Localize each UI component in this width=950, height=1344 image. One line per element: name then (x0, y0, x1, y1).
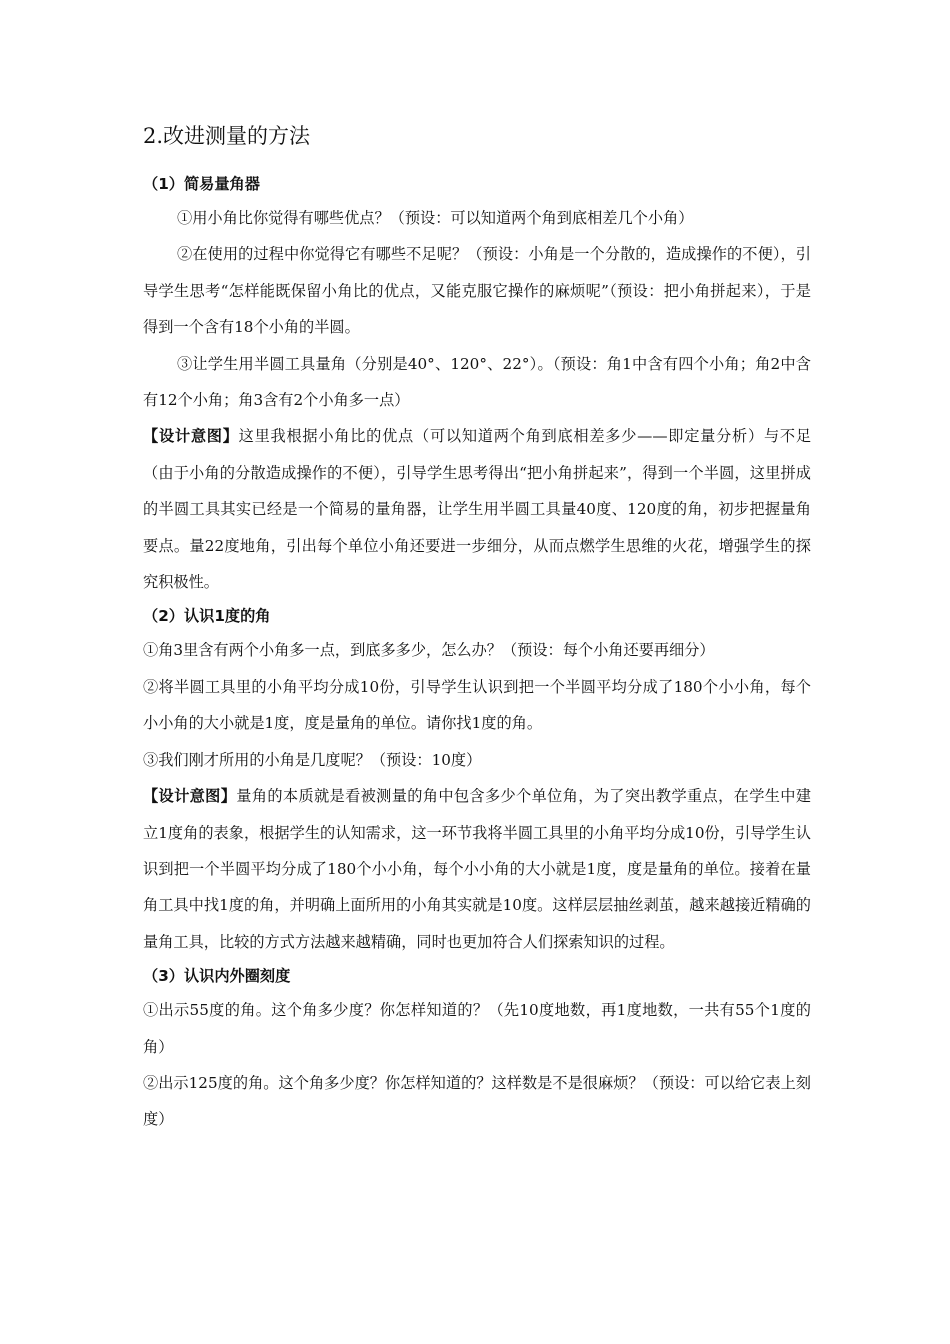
page-title: 2.改进测量的方法 (143, 124, 311, 148)
list-item: ①角3里含有两个小角多一点，到底多多少，怎么办？（预设：每个小角还要再细分） (143, 641, 715, 660)
list-item: ②出示125度的角。这个角多少度？你怎样知道的？这样数是不是很麻烦？（预设：可以给它表上刻度） (143, 1073, 811, 1129)
design-intent-paragraph (143, 778, 811, 960)
design-intent-paragraph (143, 418, 811, 600)
design-intent-label: 【设计意图】 (143, 787, 237, 806)
list-item: ③我们刚才所用的小角是几度呢？（预设：10度） (143, 750, 482, 769)
design-intent-text: 这里我根据小角比的优点（可以知道两个角到底相差多少——即定量分析）与不足（由于小角的分散造成操作的不便），引导学生思考得出“把小角拼起来”，得到一个半圆，这里拼成的半圆工具其实已经是一个简易的量角器，让学生用半圆工具量40度、120度的角，初步把握量角要点。量22度地角，引出每个单位小角还要进一步细分，从而点燃学生思维的火花，增强学生的探究积极性。 (143, 427, 812, 592)
list-item: ①用小角比你觉得有哪些优点？（预设：可以知道两个角到底相差几个小角） (177, 209, 694, 227)
section-heading-one-degree: （2）认识1度的角 (143, 607, 271, 626)
section-heading-simple-protractor: （1）简易量角器 (143, 175, 260, 193)
document-body (143, 168, 811, 1138)
list-item: ②在使用的过程中你觉得它有哪些不足呢？（预设：小角是一个分散的，造成操作的不便），引导学生思考“怎样能既保留小角比的优点，又能克服它操作的麻烦呢”（预设：把小角拼起来），于是得到一个含有18个小角的半圆。 (143, 245, 811, 337)
design-intent-text: 量角的本质就是看被测量的角中包含多少个单位角，为了突出教学重点，在学生中建立1度角的表象，根据学生的认知需求，这一环节我将半圆工具里的小角平均分成10份，引导学生认识到把一个半圆平均分成了180个小小角，每个小小角的大小就是1度，度是量角的单位。接着在量角工具中找1度的角，并明确上面所用的小角其实就是10度。这样层层抽丝剥茧，越来越接近精确的量角工具，比较的方式方法越来越精确，同时也更加符合人们探索知识的过程。 (143, 787, 812, 951)
list-item: ①出示55度的角。这个角多少度？你怎样知道的？（先10度地数，再1度地数，一共有55个1度的角） (143, 1001, 811, 1056)
section-heading-scales: （3）认识内外圈刻度 (143, 967, 291, 986)
list-item: ②将半圆工具里的小角平均分成10份，引导学生认识到把一个半圆平均分成了180个小小角，每个小小角的大小就是1度，度是量角的单位。请你找1度的角。 (143, 677, 811, 733)
design-intent-label: 【设计意图】 (143, 427, 239, 446)
list-item: ③让学生用半圆工具量角（分别是40°、120°、22°）。（预设：角1中含有四个小角；角2中含有12个小角；角3含有2个小角多一点） (143, 354, 811, 410)
